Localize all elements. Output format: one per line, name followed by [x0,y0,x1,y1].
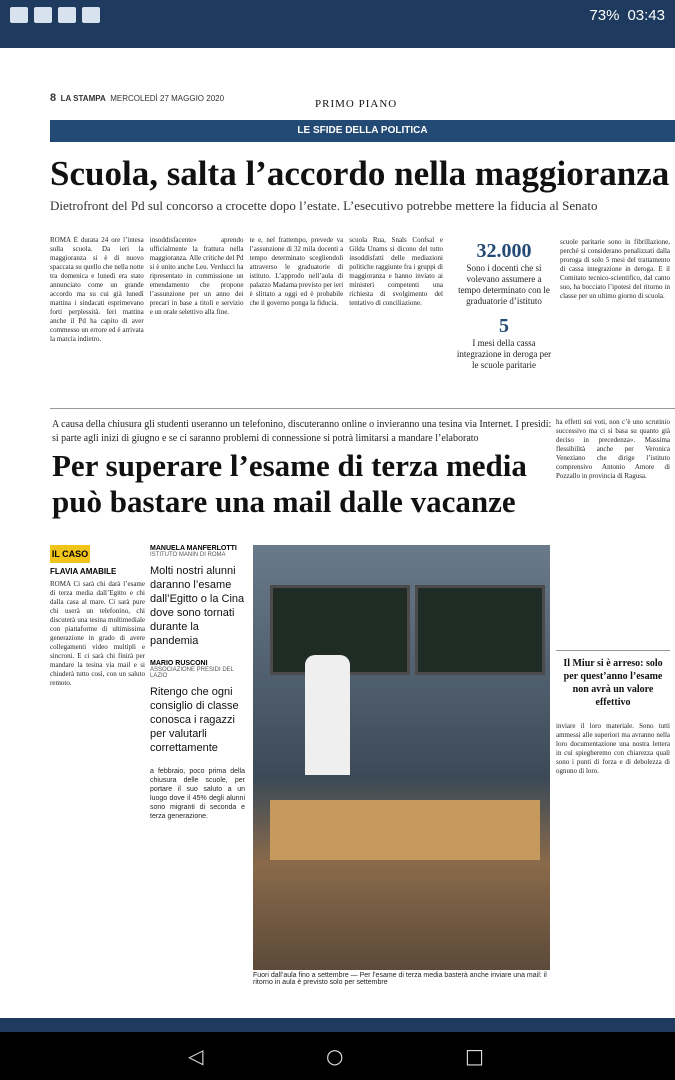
article-body: ROMA Ci sarà chi darà l’esame di terza media dall’Egitto e chi dalla casa al mare. Ci sarà pure chi userà un telefonino, chi discuterà una tesina multimediale con piattaforme di ultimissima generazione in grado di avere collegamenti video multipli e sincroni. E ci sarà chi finirà per mandare la tesina via mail e si chiuderà tutto così, con un saluto remoto. [50,580,145,687]
home-icon[interactable]: ○ [326,1044,344,1068]
fact-box [455,240,553,400]
section-label: PRIMO PIANO [315,98,398,110]
teacher-figure [305,655,350,775]
byline: FLAVIA AMABILE [50,567,117,576]
headline: Scuola, salta l’accordo nella maggioranza [50,154,670,193]
article-column: ha effetti sui voti, non c’è uno scrutinio successivo ma ci si basa su quanto già deciso in precedenza». Massima flessibilità anche per Veronica Veneziano che dirige l’istituto comprensivo Antonio Amore di Pozzallo in provincia di Ragusa. [556,418,670,480]
app-toolbar [0,32,675,48]
status-bar [0,0,675,32]
app-icon [10,7,28,23]
back-icon[interactable]: ◁ [188,1044,204,1068]
pull-quote: Il Miur si è arreso: solo per quest’anno l’esame non avrà un valore effettivo [556,650,670,709]
battery-label: 73% [589,7,620,24]
clock: 03:43 [627,7,665,24]
quote-role: ISTITUTO MANIN DI ROMA [150,552,226,558]
section-tag: IL CASO [50,545,90,563]
article-column: scuola Rua, Snals Confsal e Gilda Unams si dicono del tutto insoddisfatti delle mediazioni politiche raggiunte fra i gruppi di maggioranza e hanno inviato ai ministeri competenti una richiesta di svolgimento del tentativo di conciliazione. [349,236,443,307]
headline: Per superare l’esame di terza media può bastare una mail dalle vacanze [52,448,527,519]
app-icon [58,7,76,23]
quote-column [150,545,245,975]
pull-quote: Ritengo che ogni consiglio di classe conosca i ragazzi per valutarli correttamente [150,686,239,754]
article-column: scuole paritarie sono in fibrillazione, perché si considerano penalizzati dalla proroga di solo 5 mesi del trattamento di cassa integrazione in deroga. E il Comitato tecnico-scientifico, dal canto suo, ha bocciato l’ipotesi del ritorno in classe per un ultimo giorno di scuola. [560,238,670,300]
divider [50,408,675,409]
quote-author: MANUELA MANFERLOTTI [150,545,237,552]
article-lead: A causa della chiusura gli studenti useranno un telefonino, discuteranno online o invieranno una tesina via Internet. I presidi: si parte agli inizi di giugno e se ci saranno problemi di connessione si potrà limitarsi a mandare l’elaborato [52,419,552,444]
article-column: te e, nel frattempo, prevede va l’assunzione di 32 mila docenti a tempo determinato scegliendoli attraverso le graduatorie di istituto. L’approdo nell’aula di palazzo Madama previsto per ieri è slittato a oggi ed è probabile che il governo ponga la fiducia. [249,236,344,307]
fact-text: Sono i docenti che si volevano assumere a tempo determinato con le graduatorie d’istituto [458,263,550,306]
fact-number: 32.000 [476,240,532,262]
issue-date: MERCOLEDÌ 27 MAGGIO 2020 [110,94,225,103]
article-column: ROMA È durata 24 ore l’intesa sulla scuola. Da ieri la maggioranza si è di nuovo spaccata su quello che nella notte tra domenica e lunedì era stato annunciato come un grande accordo ma su cui già lunedì mattina i sindacati esprimevano forti perplessità. Ieri mattina anche il Pd ha capito di aver commesso un errore ed è arrivata la marcia indietro. [50,236,144,343]
article-body: a febbraio, poco prima della chiusura delle scuole, per portare il suo saluto a un luogo dove il 45% degli alunni sono migranti di seconda e terza generazione. [150,768,245,820]
section-banner: LE SFIDE DELLA POLITICA [50,120,675,142]
subheadline: Dietrofront del Pd sul concorso a crocette dopo l’estate. L’esecutivo potrebbe mettere la fiducia al Senato [50,198,598,213]
photo-caption: Fuori dall’aula fino a settembre — Per l’esame di terza media basterà anche inviare una mail: il ritorno in aula è previsto solo per settembre [253,972,547,986]
bottom-bar [0,1018,675,1032]
page-number: 8 [50,92,57,104]
article-column: insoddisfacente» aprendo ufficialmente la frattura nella maggioranza. Alle critiche del Pd si è unito anche Leu. Verducci ha ripresentato in commissione un emendamento che propone l’assunzione per un anno dei precari in base a titoli e servizio e un orale selettivo alla fine. [149,236,244,316]
quote-author: MARIO RUSCONI [150,660,208,667]
app-icon [34,7,52,23]
recents-icon[interactable]: □ [465,1044,484,1068]
desk [270,800,540,860]
app-icon [82,7,100,23]
fact-number: 5 [499,315,509,337]
android-navbar [0,1032,675,1080]
chalkboard [415,585,545,675]
pull-quote: Molti nostri alunni daranno l’esame dall’Egitto o la Cina dove sono tornati durante la pandemia [150,565,245,647]
article-column: inviare il loro materiale. Sono tutti ammessi alle superiori ma avranno nella loro documentazione una nostra lettera in cui spiegheremo con chiarezza quali sono i punti di forza e di debolezza di ognuno di loro. [556,722,670,775]
quote-role: ASSOCIAZIONE PRESIDI DEL LAZIO [150,667,234,679]
fact-text: I mesi della cassa integrazione in deroga per le scuole paritarie [456,338,552,370]
article-columns [50,236,443,396]
paper-name: LA STAMPA [60,94,106,103]
